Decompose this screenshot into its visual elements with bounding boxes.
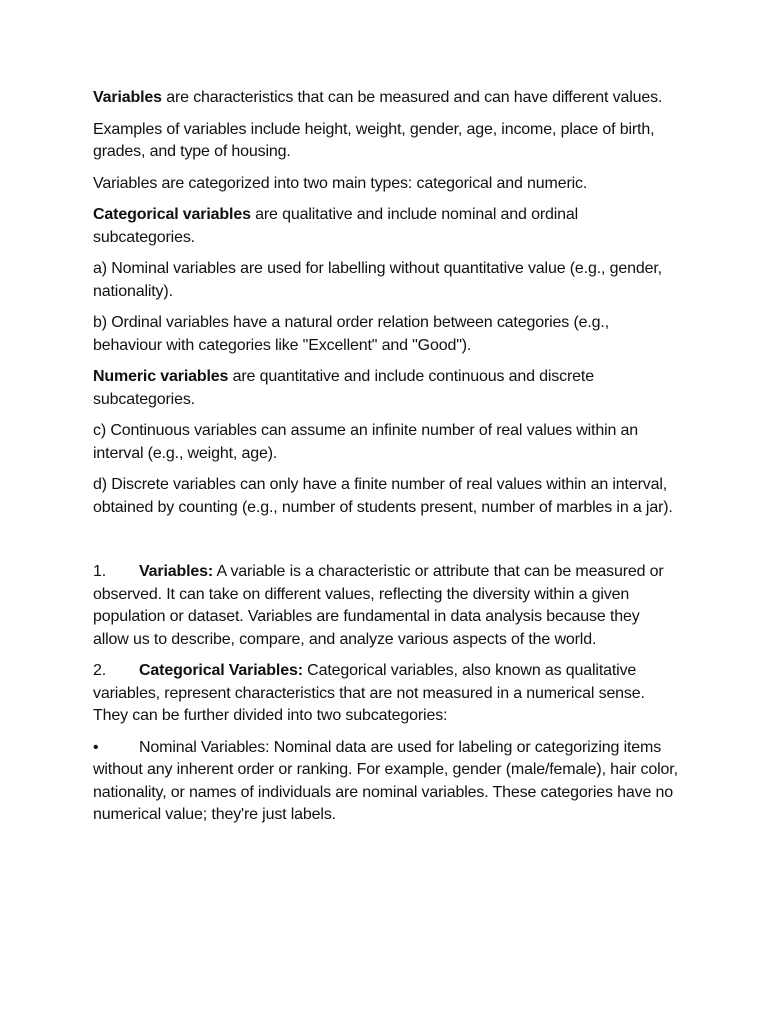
paragraph-variable-types [93, 173, 678, 196]
bold-term: Categorical variables [93, 206, 251, 223]
paragraph-numeric-variables [93, 366, 678, 411]
bold-term: Numeric variables [93, 368, 229, 385]
list-item-variables [93, 561, 678, 651]
paragraph-text: are characteristics that can be measured and can have different values. [161, 89, 663, 106]
paragraph-text: are qualitative and include nominal and ordinal subcategories. [93, 206, 579, 246]
bold-term: Variables: [139, 563, 214, 580]
bold-term: Categorical Variables: [139, 662, 303, 679]
paragraph-ordinal [93, 312, 678, 357]
paragraph-categorical-variables [93, 204, 678, 249]
paragraph-variables-definition [93, 87, 678, 110]
paragraph-nominal [93, 258, 678, 303]
paragraph-text: Categorical variables, also known as qualitative variables, represent characteristics that are not measured in a numerical sense. They can be further divided into two subcategories: [93, 662, 645, 724]
paragraph-discrete [93, 474, 678, 519]
paragraph-text: Examples of variables include height, weight, gender, age, income, place of birth, grades, and type of housing. [93, 120, 655, 160]
document-page [93, 87, 678, 836]
paragraph-text: b) Ordinal variables have a natural order relation between categories (e.g., behaviour with categories like "Excellent" and "Good"). [93, 314, 610, 354]
list-number: 2. [93, 662, 107, 679]
section-gap [93, 528, 678, 561]
bullet-marker: • [93, 738, 99, 756]
paragraph-continuous [93, 420, 678, 465]
list-item-categorical-variables [93, 660, 678, 728]
paragraph-text: Variables are categorized into two main types: categorical and numeric. [93, 174, 588, 192]
paragraph-variables-examples [93, 119, 678, 164]
paragraph-text: are quantitative and include continuous and discrete subcategories. [93, 368, 594, 408]
paragraph-text: Nominal Variables: Nominal data are used for labeling or categorizing items without any inherent order or ranking. For example, gender (male/female), hair color, nationality, or names of individuals are nominal variables. These categories have no numerical value; they're just labels. [93, 738, 678, 823]
paragraph-text: d) Discrete variables can only have a finite number of real values within an interval, obtained by counting (e.g., number of students present, number of marbles in a jar). [93, 476, 673, 516]
list-number: 1. [93, 563, 107, 580]
paragraph-text: c) Continuous variables can assume an infinite number of real values within an interval (e.g., weight, age). [93, 422, 639, 462]
paragraph-text: A variable is a characteristic or attribute that can be measured or observed. It can take on different values, reflecting the diversity within a given population or dataset. Variables are fundamental in data analysis because they allow us to describe, compare, and analyze various aspects of the world. [93, 563, 664, 648]
paragraph-text: a) Nominal variables are used for labelling without quantitative value (e.g., gender, nationality). [93, 260, 662, 300]
bold-term: Variables [93, 89, 162, 106]
list-item-nominal-variables [93, 737, 678, 827]
